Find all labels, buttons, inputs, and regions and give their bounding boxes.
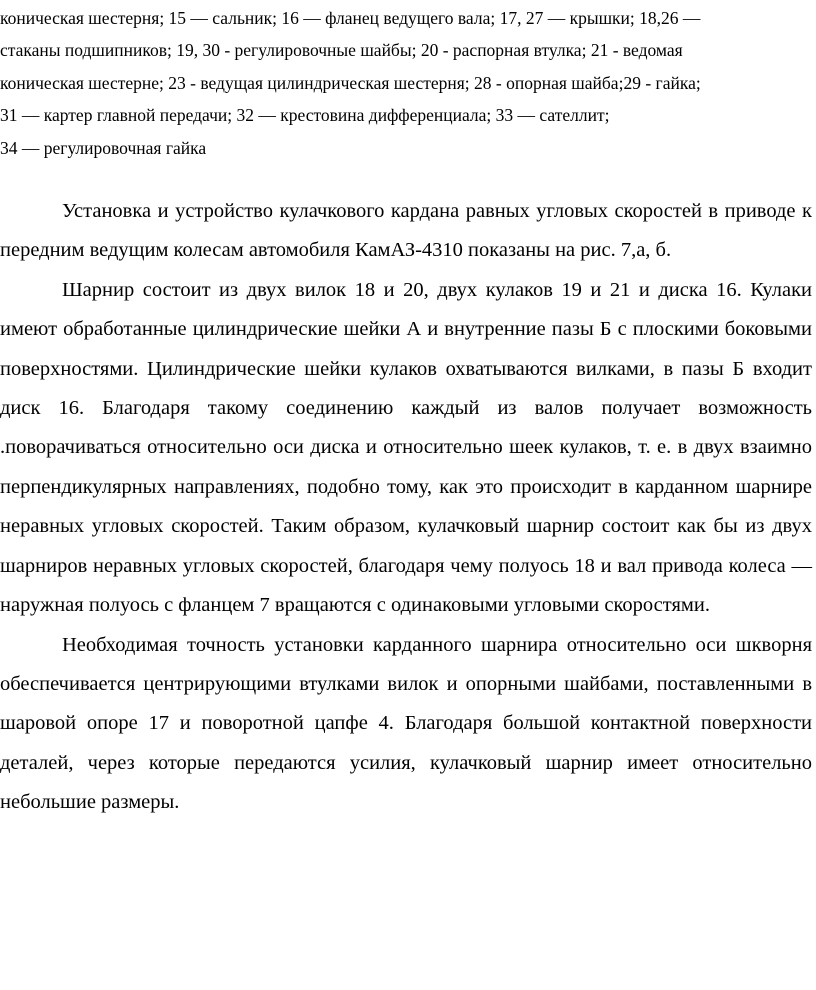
legend-line: 34 — регулировочная гайка xyxy=(0,137,207,158)
paragraph-accuracy: Необходимая точность установки карданного шарнира относительно оси шкворня обеспечивается центрирующими втулками вилок и опорными шайбами, поставленными в шаровой опоре 17 и поворотной цапфе 4. Благодаря большой контактной поверхности деталей, через которые передаются усилия, кулачковый шарнир имеет относительно небольшие размеры. xyxy=(0,633,812,814)
legend-line: коническая шестерне; 23 - ведущая цилиндрическая шестерня; 28 - опорная шайба;29 - гайка; xyxy=(0,72,701,93)
legend-line: 31 — картер главной передачи; 32 — крестовина дифференциала; 33 — сателлит; xyxy=(0,105,610,126)
paragraph-joint-structure: Шарнир состоит из двух вилок 18 и 20, двух кулаков 19 и 21 и диска 16. Кулаки имеют обработанные цилиндрические шейки А и внутренние пазы Б с плоскими боковыми поверхностями. Цилиндрические шейки кулаков охватываются вилками, в пазы Б входит диск 16. Благодаря такому соединению каждый из валов получает возможность .поворачиваться относительно оси диска и относительно шеек кулаков, т. е. в двух взаимно перпендикулярных направлениях, подобно тому, как это происходит в карданном шарнире неравных угловых скоростей. Таким образом, кулачковый шарнир состоит как бы из двух шарниров неравных угловых скоростей, благодаря чему полуось 18 и вал привода колеса — наружная полуось с фланцем 7 вращаются с одинаковыми угловыми скоростями. xyxy=(0,278,812,617)
legend-line: стаканы подшипников; 19, 30 - регулировочные шайбы; 20 - распорная втулка; 21 - ведомая xyxy=(0,40,683,61)
paragraph-installation: Установка и устройство кулачкового кардана равных угловых скоростей в приводе к передним ведущим колесам автомобиля КамАЗ-4310 показаны на рис. 7,а, б. xyxy=(0,200,812,262)
figure-legend xyxy=(0,0,812,164)
section-gap xyxy=(0,164,812,192)
legend-line: коническая шестерня; 15 — сальник; 16 — фланец ведущего вала; 17, 27 — крышки; 18,26 — xyxy=(0,8,701,28)
